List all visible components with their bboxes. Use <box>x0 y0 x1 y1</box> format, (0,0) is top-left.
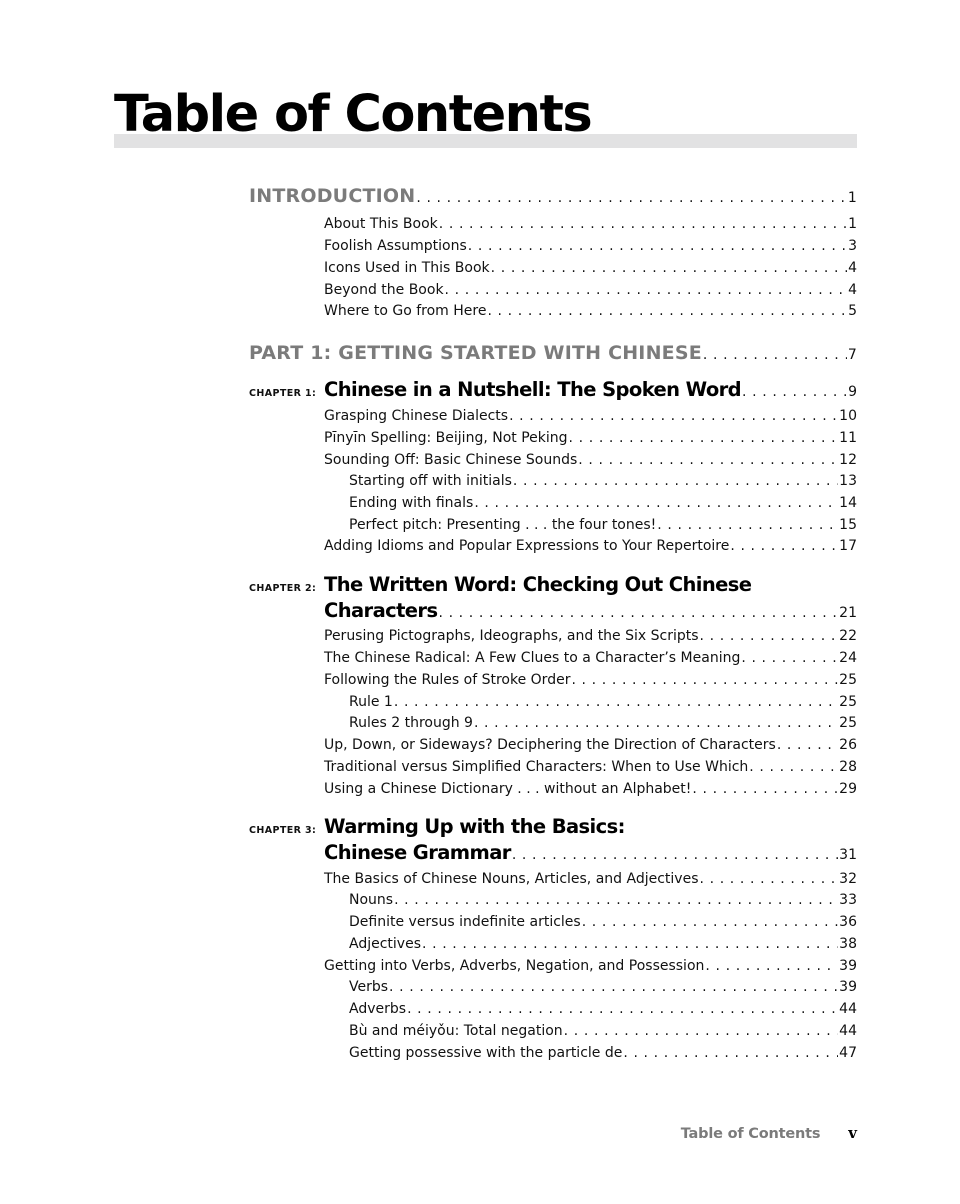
chapter-title: Chinese in a Nutshell: The Spoken Word <box>324 378 742 401</box>
dot-leader <box>564 1023 839 1039</box>
toc-entry-page: 44 <box>839 1001 857 1017</box>
dot-leader <box>582 914 838 930</box>
toc-entry-label: Adding Idioms and Popular Expressions to Your Repertoire <box>324 538 730 554</box>
toc-entry-label: Up, Down, or Sideways? Deciphering the Direction of Characters <box>324 737 776 753</box>
toc-entry[interactable] <box>349 473 857 489</box>
dot-leader <box>571 672 838 688</box>
toc-entry-page: 14 <box>839 495 857 511</box>
toc-entry-label: Icons Used in This Book <box>324 260 490 276</box>
dot-leader <box>705 958 838 974</box>
toc-entry[interactable] <box>349 979 857 995</box>
toc-entry[interactable] <box>324 650 857 666</box>
toc-entry-introduction[interactable] <box>249 185 857 207</box>
dot-leader <box>445 282 848 298</box>
toc-entry[interactable] <box>324 538 857 554</box>
toc-entry-page: 26 <box>839 737 857 753</box>
toc-entry-label: Nouns <box>349 892 394 908</box>
toc-entry-label: The Chinese Radical: A Few Clues to a Character’s Meaning <box>324 650 741 666</box>
toc-entry-page: 22 <box>839 628 857 644</box>
toc-entry[interactable] <box>349 495 857 511</box>
toc-entry-label: Rule 1 <box>349 694 393 710</box>
toc-entry-label: Starting off with initials <box>349 473 512 489</box>
dot-leader <box>749 759 838 775</box>
chapter-label: CHAPTER 2: <box>249 583 317 594</box>
page-title: Table of Contents <box>114 85 592 144</box>
toc-entry[interactable] <box>324 871 857 887</box>
dot-leader <box>491 260 847 276</box>
toc-entry-page: 9 <box>848 384 857 400</box>
toc-entry-page: 29 <box>839 781 857 797</box>
toc-entry-page: 13 <box>839 473 857 489</box>
toc-entry[interactable] <box>324 216 857 232</box>
dot-leader <box>422 936 838 952</box>
toc-entry-page: 25 <box>839 672 857 688</box>
dot-leader <box>578 452 838 468</box>
toc-entry-page: 28 <box>839 759 857 775</box>
toc-entry-page: 33 <box>839 892 857 908</box>
chapter-title-line-1[interactable]: The Written Word: Checking Out Chinese <box>324 573 752 596</box>
toc-entry[interactable] <box>349 694 857 710</box>
toc-entry-chapter-3[interactable] <box>324 841 857 864</box>
toc-entry-label: Ending with finals <box>349 495 474 511</box>
toc-entry[interactable] <box>324 282 857 298</box>
toc-entry-label: Getting possessive with the particle de <box>349 1045 623 1061</box>
toc-entry-page: 12 <box>839 452 857 468</box>
toc-entry[interactable] <box>324 958 857 974</box>
toc-entry[interactable] <box>324 452 857 468</box>
toc-entry-page: 4 <box>848 260 857 276</box>
toc-entry[interactable] <box>324 408 857 424</box>
toc-entry-page: 7 <box>847 347 857 363</box>
dot-leader <box>741 650 838 666</box>
toc-entry-page: 47 <box>839 1045 857 1061</box>
toc-entry-page: 11 <box>839 430 857 446</box>
toc-entry-label: Adjectives <box>349 936 421 952</box>
toc-entry-label: Using a Chinese Dictionary . . . without an Alphabet! <box>324 781 692 797</box>
toc-entry[interactable] <box>324 759 857 775</box>
chapter-title-line-2: Chinese Grammar <box>324 841 511 864</box>
dot-leader <box>730 538 838 554</box>
chapter-label: CHAPTER 3: <box>249 825 317 836</box>
toc-entry-label: Sounding Off: Basic Chinese Sounds <box>324 452 578 468</box>
dot-leader <box>512 847 838 863</box>
toc-entry-page: 24 <box>839 650 857 666</box>
toc-entry-label: Grasping Chinese Dialects <box>324 408 509 424</box>
toc-entry[interactable] <box>349 936 857 952</box>
toc-entry[interactable] <box>349 517 857 533</box>
dot-leader <box>439 216 847 232</box>
toc-entry[interactable] <box>349 1023 857 1039</box>
chapter-label: CHAPTER 1: <box>249 388 317 399</box>
toc-entry-page: 38 <box>839 936 857 952</box>
dot-leader <box>468 238 847 254</box>
dot-leader <box>623 1045 838 1061</box>
dot-leader <box>513 473 838 489</box>
dot-leader <box>509 408 838 424</box>
toc-entry-label: About This Book <box>324 216 438 232</box>
toc-entry-page: 39 <box>839 958 857 974</box>
page-footer <box>681 1124 857 1142</box>
dot-leader <box>407 1001 838 1017</box>
toc-entry[interactable] <box>324 238 857 254</box>
toc-entry-page: 5 <box>848 303 857 319</box>
toc-entry-label: Perfect pitch: Presenting . . . the four tones! <box>349 517 657 533</box>
toc-entry-part-1[interactable] <box>249 342 857 364</box>
toc-entry-label: Verbs <box>349 979 389 995</box>
toc-entry-page: 3 <box>848 238 857 254</box>
dot-leader <box>777 737 838 753</box>
toc-entry[interactable] <box>324 430 857 446</box>
toc-entry[interactable] <box>349 1045 857 1061</box>
toc-entry-label: Rules 2 through 9 <box>349 715 473 731</box>
dot-leader <box>416 190 847 206</box>
page-title-block <box>114 84 857 146</box>
toc-entry-label: Definite versus indefinite articles <box>349 914 581 930</box>
toc-entry-label: Bù and méiyǒu: Total negation <box>349 1023 563 1039</box>
toc-entry-label: Following the Rules of Stroke Order <box>324 672 571 688</box>
toc-entry[interactable] <box>349 1001 857 1017</box>
toc-entry-page: 10 <box>839 408 857 424</box>
toc-entry-page: 39 <box>839 979 857 995</box>
toc-entry-label: Pīnyīn Spelling: Beijing, Not Peking <box>324 430 568 446</box>
toc-entry[interactable] <box>324 628 857 644</box>
toc-entry-page: 25 <box>839 694 857 710</box>
toc-entry-label: Where to Go from Here <box>324 303 487 319</box>
dot-leader <box>703 347 847 363</box>
toc-entry-label: Beyond the Book <box>324 282 444 298</box>
toc-entry-label: Adverbs <box>349 1001 407 1017</box>
toc-entry-chapter-2[interactable] <box>324 599 857 622</box>
toc-entry-page: 17 <box>839 538 857 554</box>
toc-entry-page: 31 <box>839 847 857 863</box>
dot-leader <box>394 694 838 710</box>
toc-entry-page: 44 <box>839 1023 857 1039</box>
dot-leader <box>474 715 838 731</box>
toc-entry-label: Perusing Pictographs, Ideographs, and the Six Scripts <box>324 628 699 644</box>
toc-entry-page: 32 <box>839 871 857 887</box>
dot-leader <box>487 303 847 319</box>
toc-entry-chapter-1[interactable] <box>324 378 857 401</box>
toc-entry[interactable] <box>324 260 857 276</box>
dot-leader <box>692 781 838 797</box>
toc-entry[interactable] <box>324 781 857 797</box>
chapter-title-line-1[interactable]: Warming Up with the Basics: <box>324 815 625 838</box>
toc-entry-label: The Basics of Chinese Nouns, Articles, and Adjectives <box>324 871 699 887</box>
toc-entry-label: PART 1: GETTING STARTED WITH CHINESE <box>249 342 702 364</box>
dot-leader <box>700 628 839 644</box>
dot-leader <box>569 430 839 446</box>
dot-leader <box>657 517 838 533</box>
toc-entry-label: INTRODUCTION <box>249 185 416 207</box>
toc-entry[interactable] <box>324 672 857 688</box>
toc-entry[interactable] <box>324 303 857 319</box>
toc-entry-page: 36 <box>839 914 857 930</box>
toc-entry[interactable] <box>349 914 857 930</box>
dot-leader <box>389 979 838 995</box>
dot-leader <box>394 892 838 908</box>
toc-entry-page: 4 <box>848 282 857 298</box>
toc-entry-page: 1 <box>847 190 857 206</box>
running-footer-title: Table of Contents <box>680 1126 821 1142</box>
toc-entry-page: 1 <box>848 216 857 232</box>
chapter-title-line-2: Characters <box>324 599 438 622</box>
toc-entry[interactable] <box>349 715 857 731</box>
toc-entry[interactable] <box>324 737 857 753</box>
toc-entry-page: 21 <box>839 605 857 621</box>
toc-entry-label: Getting into Verbs, Adverbs, Negation, and Possession <box>324 958 705 974</box>
dot-leader <box>742 384 847 400</box>
page-number: v <box>848 1124 857 1142</box>
dot-leader <box>438 605 838 621</box>
toc-entry-label: Foolish Assumptions <box>324 238 467 254</box>
dot-leader <box>474 495 838 511</box>
toc-entry-page: 25 <box>839 715 857 731</box>
toc-entry-label: Traditional versus Simplified Characters: When to Use Which <box>324 759 749 775</box>
dot-leader <box>700 871 839 887</box>
toc-entry-page: 15 <box>839 517 857 533</box>
toc-entry[interactable] <box>349 892 857 908</box>
